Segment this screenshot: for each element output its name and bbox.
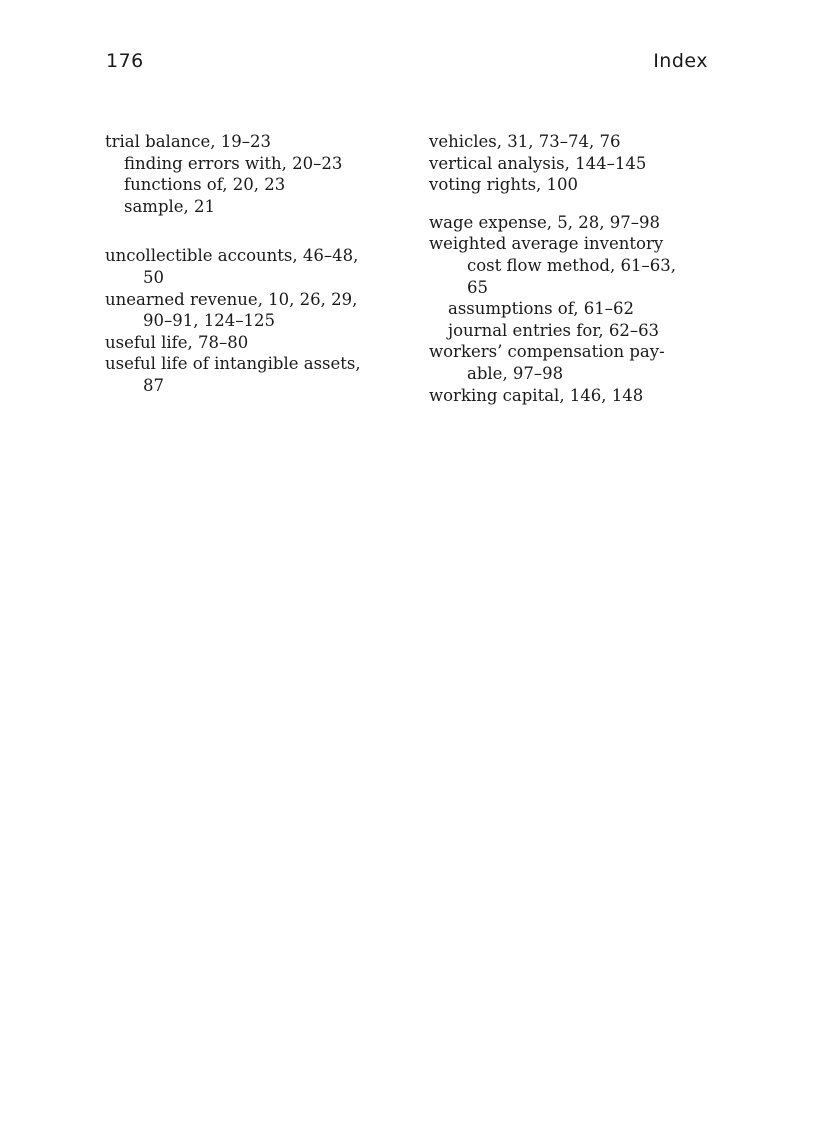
index-entry: vehicles, 31, 73–74, 76 <box>429 132 621 151</box>
letter-group-gap <box>429 196 719 212</box>
index-entry: vertical analysis, 144–145 <box>429 153 647 173</box>
index-entry: weighted average inventory <box>429 234 664 254</box>
index-entry: working capital, 146, 148 <box>429 385 644 405</box>
index-entry: wage expense, 5, 28, 97–98 <box>429 212 660 232</box>
index-subentry: finding errors with, 20–23 <box>124 153 343 173</box>
page-number: 176 <box>106 50 144 72</box>
index-entry: trial balance, 19–23 <box>105 132 272 151</box>
index-entry: workers’ compensation pay- <box>429 342 665 362</box>
index-entry: voting rights, 100 <box>429 175 579 195</box>
index-entry-continuation: 90–91, 124–125 <box>143 311 275 331</box>
index-subentry: functions of, 20, 23 <box>124 175 286 195</box>
index-subentry: sample, 21 <box>124 196 216 216</box>
index-subentry: journal entries for, 62–63 <box>448 320 660 340</box>
running-head: Index <box>653 50 708 72</box>
index-entry: uncollectible accounts, 46–48, <box>105 246 359 266</box>
index-entry-continuation: able, 97–98 <box>467 363 564 383</box>
index-entry: unearned revenue, 10, 26, 29, <box>105 289 358 309</box>
index-entry-continuation: 65 <box>467 277 488 297</box>
index-entry: useful life, 78–80 <box>105 332 249 352</box>
index-entry-continuation: 50 <box>143 267 164 287</box>
letter-group-gap <box>105 217 395 245</box>
index-subentry: assumptions of, 61–62 <box>448 299 634 319</box>
index-entry-continuation: 87 <box>143 375 164 395</box>
index-entry-continuation: cost flow method, 61–63, <box>467 255 676 275</box>
index-column-left <box>105 131 395 397</box>
index-column-right <box>429 131 719 406</box>
index-entry: useful life of intangible assets, <box>105 354 361 374</box>
